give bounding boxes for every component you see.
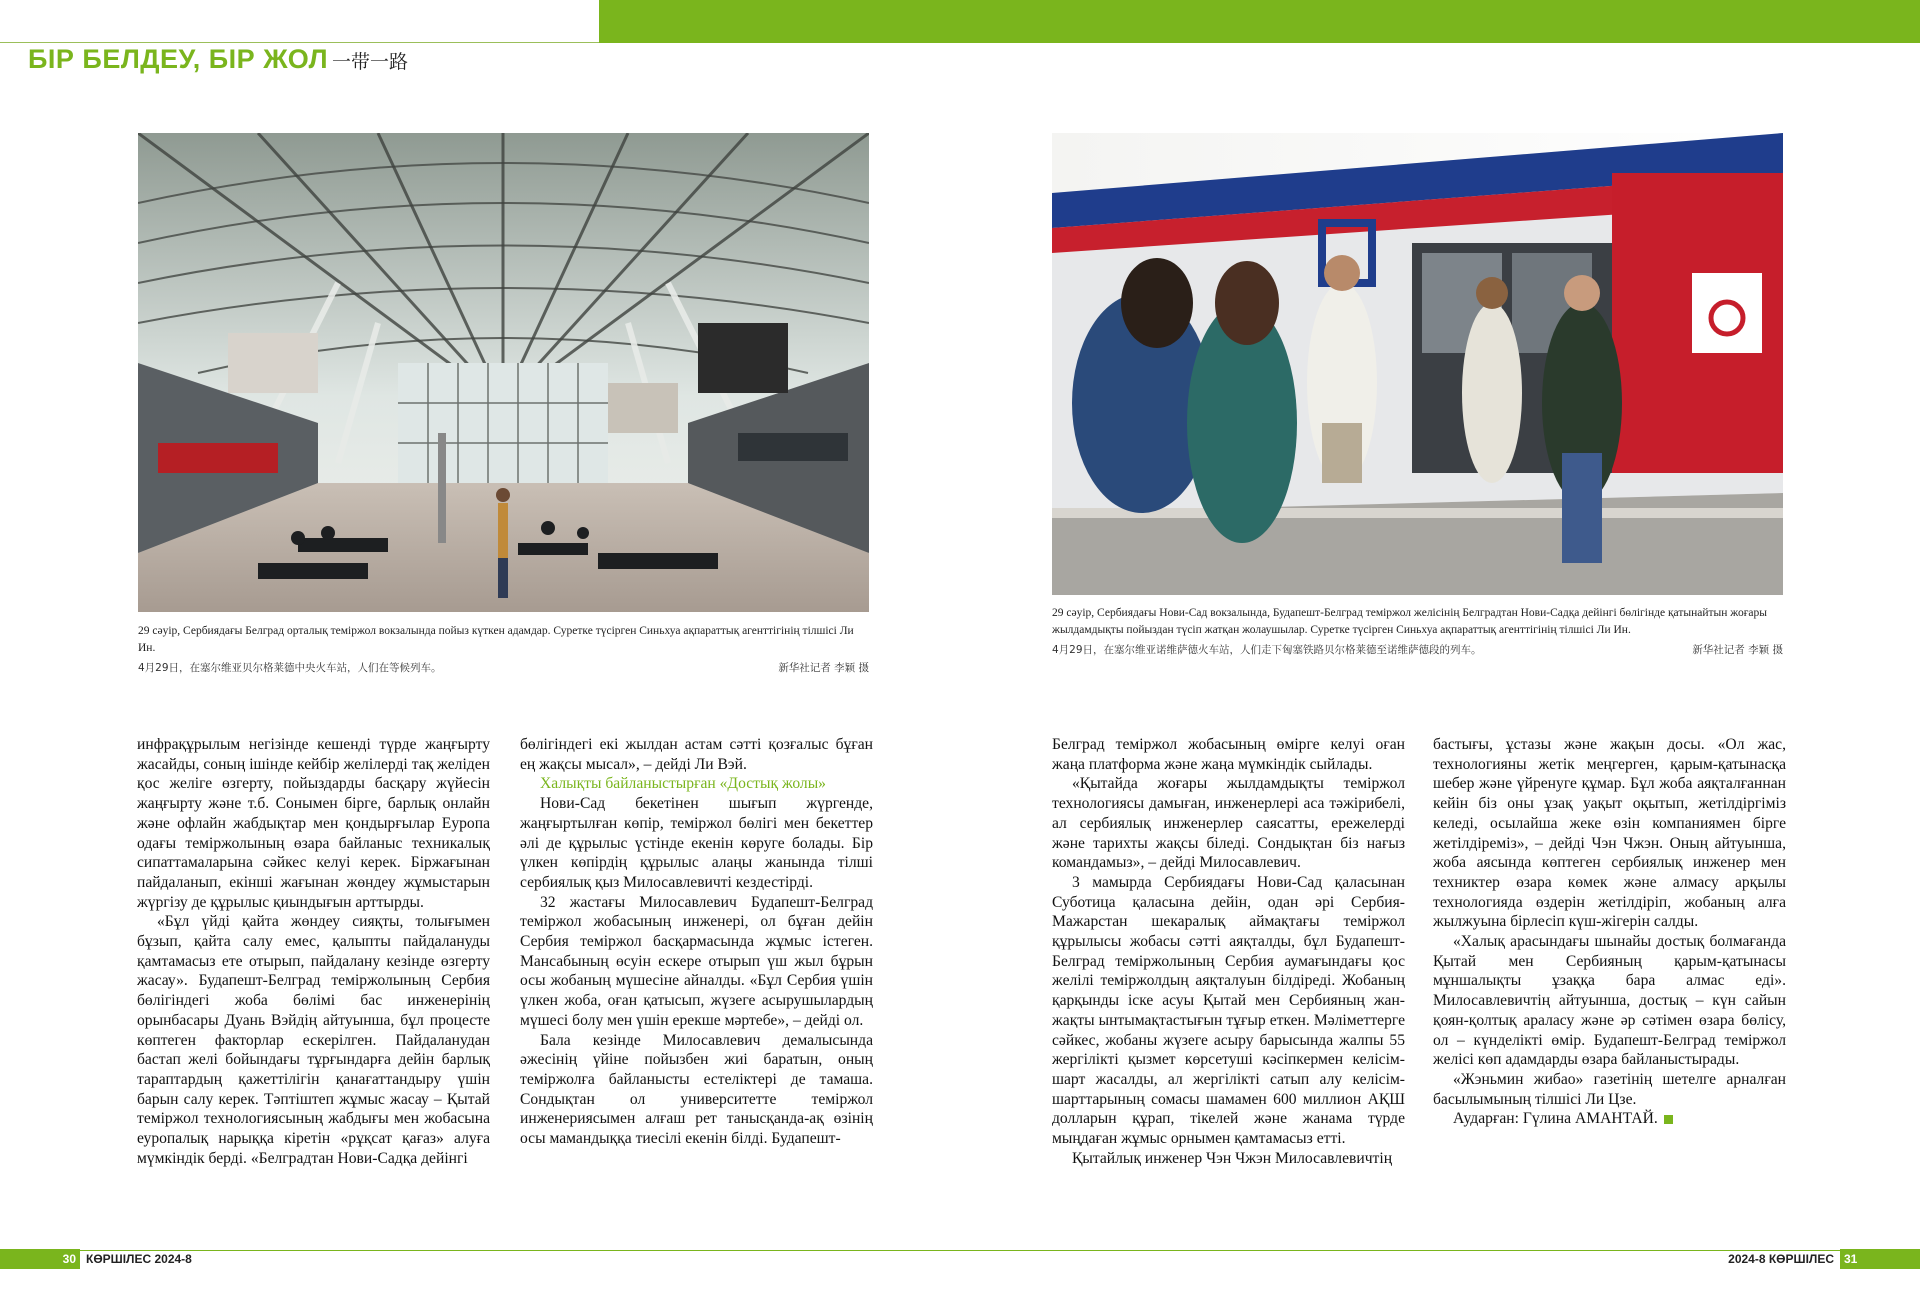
photo-caption-2 bbox=[1052, 605, 1783, 659]
paragraph: 32 жастағы Милосавлевич Будапешт-Белград теміржол жобасының инженері, ол бұған дейін Сербия теміржол басқармасында жұмыс істеген. Мансабының өсуін ескере отырып үш жыл бұрын осы жобаның мүшесіне айналды. «Бұл Сербия үшін үлкен жоба, оған қатысып, жүзеге асырушылардың мүшесі болу мен үшін ерекше мәртебе», – дейді ол. bbox=[520, 893, 873, 1029]
translator-text: Аударған: Гүлина АМАНТАЙ. bbox=[1453, 1110, 1658, 1128]
translator-credit bbox=[1433, 1109, 1786, 1129]
caption-cn: 4月29日，在塞尔维亚诺维萨德火车站，人们走下匈塞铁路贝尔格莱德至诺维萨德段的列车。 bbox=[1052, 644, 1482, 656]
paragraph: бастығы, ұстазы және жақын досы. «Ол жас, технологияны жетік меңгерген, қарым-қатынасқа шебер және үйренуге құмар. Бұл жоба аяқталғаннан кейін біз оны ұзақ уақыт оқытып, жетілдіргіміз келеді, осылайша жеке өзін компаниямен бірге жетілдіреміз», – дейді Чэн Чжэн. Оның айтуынша, жоба аясында көптеген сербиялық инженер мен техниктер өзара көмек және алмасу арқылы технологияда өздерін жетілдіріп, жобаның алға жылжуына бірлесіп күш-жігерін салды. bbox=[1433, 736, 1786, 931]
paragraph: Қытайлық инженер Чэн Чжэн Милосавлевичтің bbox=[1072, 1149, 1393, 1167]
photo-credit: 新华社记者 李颖 摄 bbox=[778, 662, 869, 674]
photo-credit: 新华社记者 李颖 摄 bbox=[1692, 644, 1783, 656]
section-title-cn: 一带一路 bbox=[332, 51, 409, 73]
paragraph: «Жэньмин жибао» газетінің шетелге арналған басылымының тілшісі Ли Цзе. bbox=[1433, 1070, 1786, 1108]
paragraph: «Бұл үйді қайта жөндеу сияқты, толығымен бұзып, қайта салу емес, қалыпты пайдалануды қамтамасыз ете отырып, пайдалану кезінде өзгерту жасау». Будапешт-Белград теміржолының Сербия бөлігіндегі жоба бөлімі бас инженерінің орынбасары Дуань Вэйдің айтуынша, бұл процесте көптеген факторлар ескерілген. Пайдаланудан бастап желі бойындағы тұрғындарға дейін барлық тараптардың қажеттілігін қанағаттандыру үшін барын салу керек. Тәптіштеп жұмыс жасау – Қытай теміржол технологиясының жабдығы мен жобасына еуропалық нарыққа кіретін «рұқсат қағаз» алуға мүмкіндік берді. «Белградтан Нови-Садқа дейінгі bbox=[137, 913, 490, 1167]
header-rule bbox=[0, 42, 599, 43]
caption-cn: 4月29日，在塞尔维亚贝尔格莱德中央火车站，人们在等候列车。 bbox=[138, 662, 442, 674]
text-column-3 bbox=[1052, 735, 1405, 1168]
caption-kz: 29 сәуір, Сербиядағы Белград орталық теміржол вокзалында пойыз күткен адамдар. Суретке түсірген Синьхуа ақпараттық агенттігінің тілшісі Ли Ин. bbox=[138, 625, 854, 654]
caption-kz: 29 сәуір, Сербиядағы Нови-Сад вокзалында, Будапешт-Белград теміржол желісінің Белградтан Нови-Садқа дейінгі бөлігінде қатынайтын жоғары жылдамдықты пойыздан түсіп жатқан жолаушылар. Суретке түсірген Синьхуа ақпараттық агенттігінің тілшісі Ли Ин. bbox=[1052, 607, 1767, 636]
paragraph: 3 мамырда Сербиядағы Нови-Сад қаласынан Суботица қаласына дейін, одан әрі Сербия-Мажарстан шекаралық аймақтағы теміржол құрылысы жобасы сәтті аяқталды, бұл Будапешт-Белград теміржолының Сербия аумағындағы қос желілі теміржолдың аяқталуын білдіреді. Жобаның қарқынды іске асуы Қытай мен Сербияның жан-жақты ынтымақтастығын тұғыр еткен. Мәліметтерге сәйкес, жобаны жүзеге асыру барысында жалпы 55 жергілікті қызмет көрсетуші кәсіпкермен келісім-шарт жасалды, ал жергілікті сатып алу келісім-шарттарының сомасы шамамен 600 миллион АҚШ долларын құрап, тікелей және жанама түрде мыңдаған жұмыс орнымен қамтамасыз етті. bbox=[1052, 873, 1405, 1148]
photo-caption-1 bbox=[138, 623, 869, 677]
paragraph: Бала кезінде Милосавлевич демалысында әжесінің үйіне пойызбен жиі баратын, оның теміржолға байланысты естеліктері де тамаша. Сондықтан ол университетте теміржол инженериясымен алғаш рет танысқанда-ақ өзінің осы мамандыққа тиесілі екенін білді. Будапешт- bbox=[520, 1031, 873, 1148]
caption-cn-row bbox=[138, 660, 869, 677]
section-title-kz: БІР БЕЛДЕУ, БІР ЖОЛ bbox=[28, 44, 329, 74]
text-column-1 bbox=[137, 735, 490, 1168]
magazine-issue-left: КӨРШІЛЕС 2024-8 bbox=[86, 1252, 192, 1266]
paragraph: Нови-Сад бекетінен шығып жүргенде, жаңғыртылған көпір, теміржол бөлігі мен бекеттер әлі де құрылыс үстінде екенін көруге болады. Бір үлкен көпірдің құрылыс алаңы жанында тілші сербиялық қыз Милосавлевичті кездестірді. bbox=[520, 795, 873, 891]
paragraph: инфрақұрылым негізінде кешенді түрде жаңғырту жасайды, соның ішінде кейбір желілерді тақ желіден қос желіге өзгерту, пойыздарды басқару жүйесін жаңғырту және т.б. Сонымен бірге, барлық онлайн және офлайн жабдықтар мен қондырғылар Еуропа одағы теміржолының өзара байланыс техникалық сипаттамаларына сәйкес келуі керек. Біржағынан пайдаланып, екіншi жағынан жөндеу жұмыстарын жүргізу де құрылыс қиындығын арттырды. bbox=[137, 736, 490, 911]
paragraph: «Халық арасындағы шынайы достық болмағанда Қытай мен Сербияның қарым-қатынасы мұншалықты ұзаққа бара алмас еді». Милосавлевичтің айтуынша, достық – күн сайын қоян-қолтық араласу және әр сәтімен өзара бөлісу, ол – күнделікті өмір. Будапешт-Белград теміржол желісі көп адамдарды өзара байланыстырады. bbox=[1433, 933, 1786, 1069]
photo-novi-sad-train bbox=[1052, 133, 1783, 595]
footer-right bbox=[1728, 1249, 1920, 1269]
caption-cn-row bbox=[1052, 642, 1783, 659]
paragraph: бөлігіндегі екі жылдан астам сәтті қозғалыс бұған ең жақсы мысал», – дейді Ли Вэй. bbox=[520, 736, 873, 773]
paragraph: «Қытайда жоғары жылдамдықты теміржол технологиясы дамыған, инженерлері аса тәжірибелі, ал сербиялық инженерлер саясатты, ережелерді және тарихты жақсы біледі. Сондықтан біз нағыз командамыз», – дейді Милосавлевич. bbox=[1052, 775, 1405, 872]
page-number-left: 30 bbox=[0, 1249, 80, 1269]
text-column-4 bbox=[1433, 735, 1786, 1129]
section-title bbox=[28, 44, 408, 76]
footer-left bbox=[0, 1249, 192, 1269]
text-column-2 bbox=[520, 735, 873, 1149]
magazine-issue-right: 2024-8 КӨРШІЛЕС bbox=[1728, 1252, 1834, 1266]
section-subheading: Халықты байланыстырған «Достық жолы» bbox=[540, 775, 826, 793]
end-mark-icon bbox=[1664, 1115, 1673, 1124]
header-accent-bar bbox=[599, 0, 1920, 43]
photo-belgrade-station bbox=[138, 133, 869, 612]
page-number-right: 31 bbox=[1840, 1249, 1920, 1269]
paragraph: Белград теміржол жобасының өмірге келуі оған жаңа платформа және жаңа мүмкіндік сыйлады. bbox=[1052, 736, 1405, 773]
